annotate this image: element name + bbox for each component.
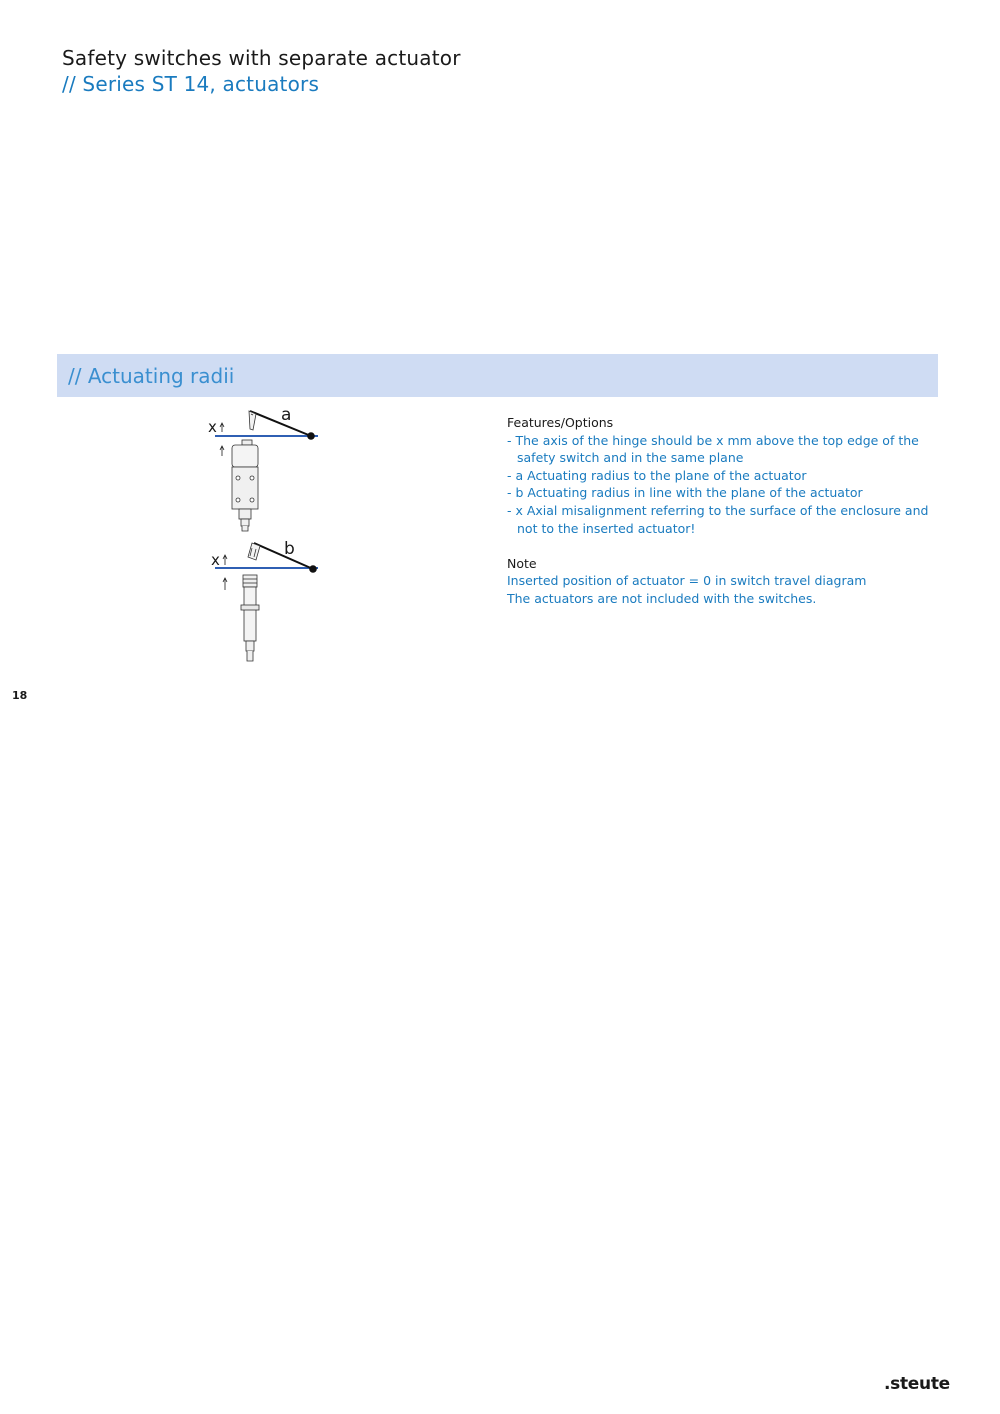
dimension-arrow-top <box>220 423 224 456</box>
actuator-tongue-top <box>249 411 256 430</box>
note-line: Inserted position of actuator = 0 in switch travel diagram <box>507 573 867 589</box>
feature-item: - a Actuating radius to the plane of the actuator <box>507 467 807 483</box>
features-block <box>507 414 947 608</box>
hinge-point-bottom <box>309 565 317 573</box>
hinge-point-top <box>307 432 315 440</box>
feature-item: - The axis of the hinge should be x mm above the top edge of the safety switch and in the same plane <box>507 432 919 466</box>
label-x-bottom: x <box>211 551 220 569</box>
safety-switch-top <box>232 440 258 531</box>
label-a: a <box>281 405 292 425</box>
actuating-radii-diagram <box>200 400 330 670</box>
page-title: Safety switches with separate actuator <box>62 46 461 70</box>
page-subtitle: // Series ST 14, actuators <box>62 72 320 96</box>
section-title: // Actuating radii <box>68 364 235 388</box>
brand-logo: .steute <box>884 1374 950 1394</box>
feature-item: - b Actuating radius in line with the plane of the actuator <box>507 485 863 501</box>
label-x-top: x <box>208 418 217 436</box>
section-header-bar <box>57 354 938 397</box>
page-number: 18 <box>12 689 28 702</box>
label-b: b <box>284 539 295 559</box>
note-line: The actuators are not included with the switches. <box>507 590 817 606</box>
feature-item: - x Axial misalignment referring to the surface of the enclosure and not to the inserted actuator! <box>507 502 929 536</box>
note-heading: Note <box>507 555 537 571</box>
dimension-arrow-bottom <box>223 555 227 590</box>
features-heading: Features/Options <box>507 415 614 430</box>
safety-switch-bottom <box>241 575 259 661</box>
actuator-tongue-bottom <box>248 543 260 560</box>
